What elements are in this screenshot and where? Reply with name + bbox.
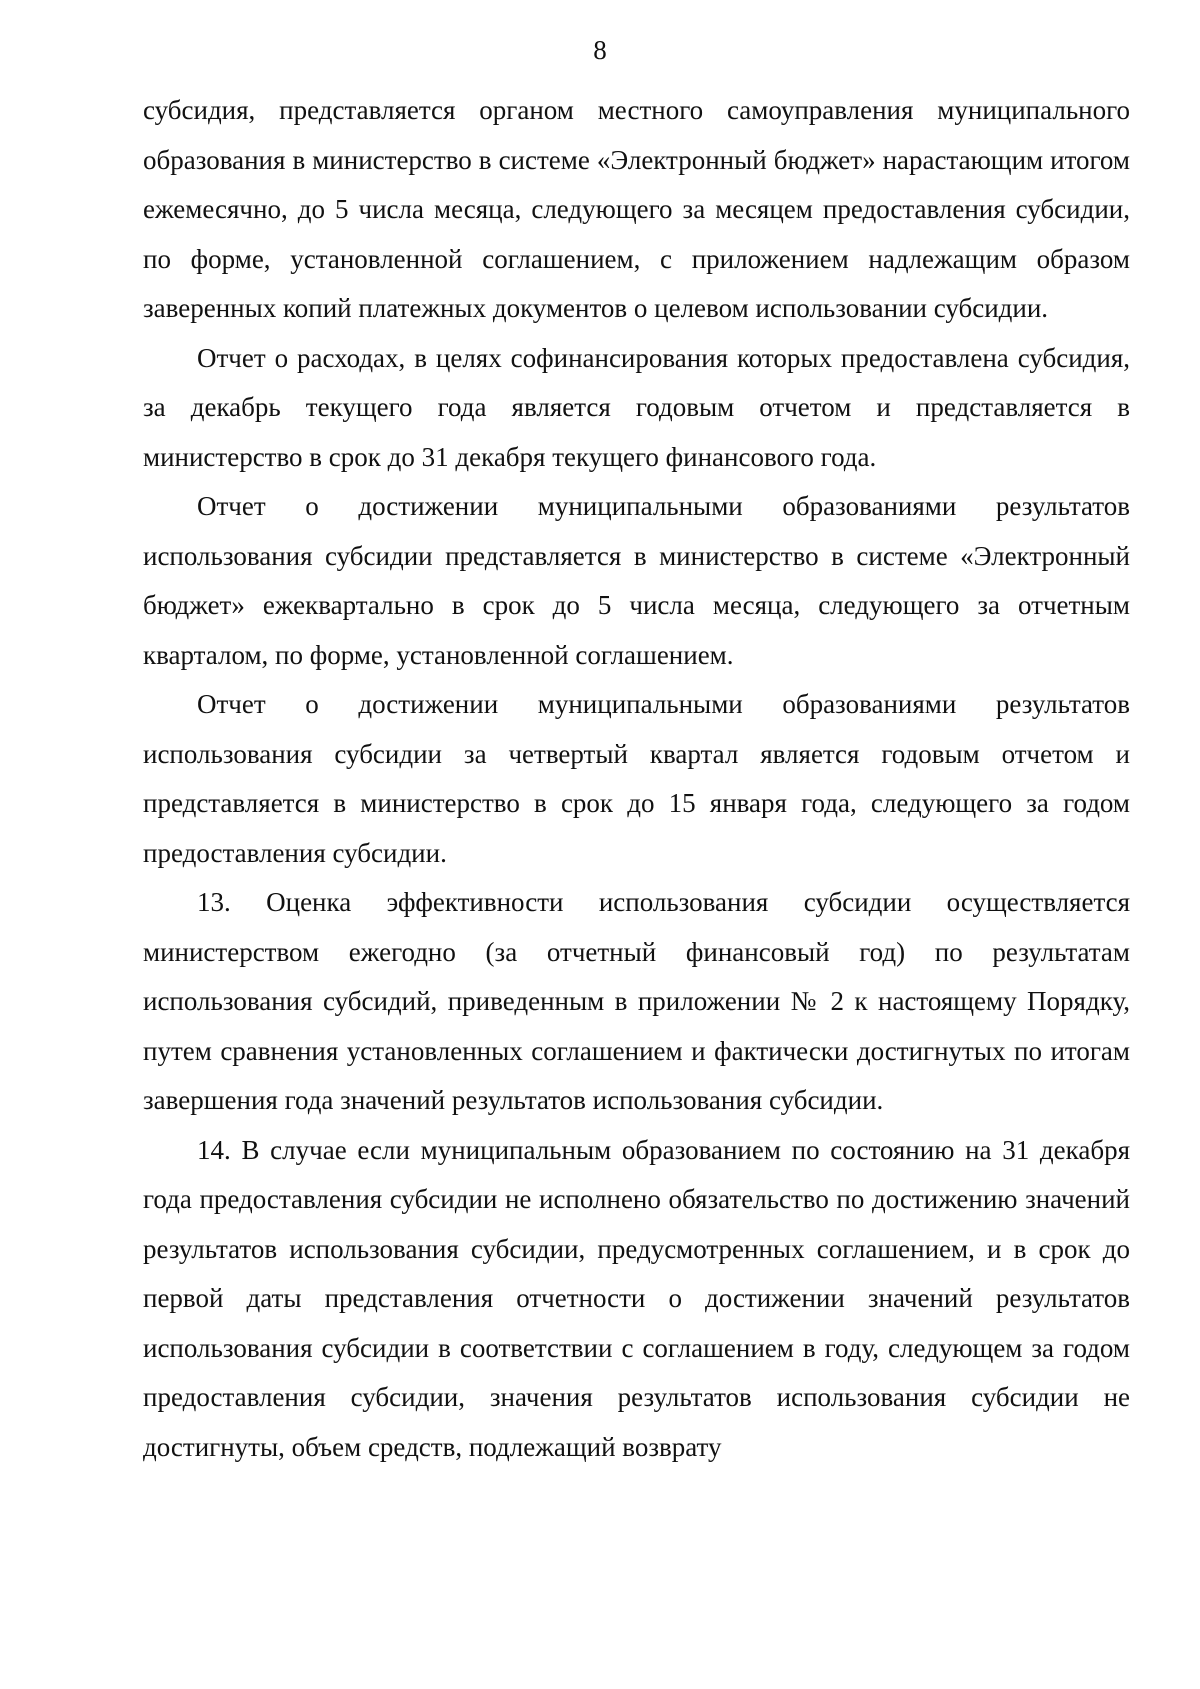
paragraph-item-13: 13. Оценка эффективности использования субсидии осуществляется министерством ежегодно (за отчетный финансовый год) по результатам использования субсидий, приведенным в приложении № 2 к настоящему Порядку, путем сравнения установленных соглашением и фактически достигнутых по итогам завершения года значений результатов использования субсидии. bbox=[143, 887, 1130, 1115]
paragraph-results-fourth-quarter: Отчет о достижении муниципальными образованиями результатов использования субсидии за четвертый квартал является годовым отчетом и представляется в министерство в срок до 15 января года, следующего за годом предоставления субсидии. bbox=[143, 689, 1130, 868]
page-number: 8 bbox=[593, 35, 607, 65]
document-body bbox=[143, 86, 1130, 1472]
paragraph-report-december: Отчет о расходах, в целях софинансирования которых предоставлена субсидия, за декабрь текущего года является годовым отчетом и представляется в министерство в срок до 31 декабря текущего финансового года. bbox=[143, 342, 1130, 472]
paragraph-results-quarterly: Отчет о достижении муниципальными образованиями результатов использования субсидии представляется в министерство в системе «Электронный бюджет» ежеквартально в срок до 5 числа месяца, следующего за отчетным кварталом, по форме, установленной соглашением. bbox=[143, 491, 1130, 670]
paragraph-report-monthly: субсидия, представляется органом местного самоуправления муниципального образования в министерство в системе «Электронный бюджет» нарастающим итогом ежемесячно, до 5 числа месяца, следующего за месяцем предоставления субсидии, по форме, установленной соглашением, с приложением надлежащим образом заверенных копий платежных документов о целевом использовании субсидии. bbox=[143, 95, 1130, 323]
paragraph-item-14: 14. В случае если муниципальным образованием по состоянию на 31 декабря года предоставления субсидии не исполнено обязательство по достижению значений результатов использования субсидии, предусмотренных соглашением, и в срок до первой даты представления отчетности о достижении значений результатов использования субсидии в соответствии с соглашением в году, следующем за годом предоставления субсидии, значения результатов использования субсидии не достигнуты, объем средств, подлежащий возврату bbox=[143, 1134, 1130, 1462]
